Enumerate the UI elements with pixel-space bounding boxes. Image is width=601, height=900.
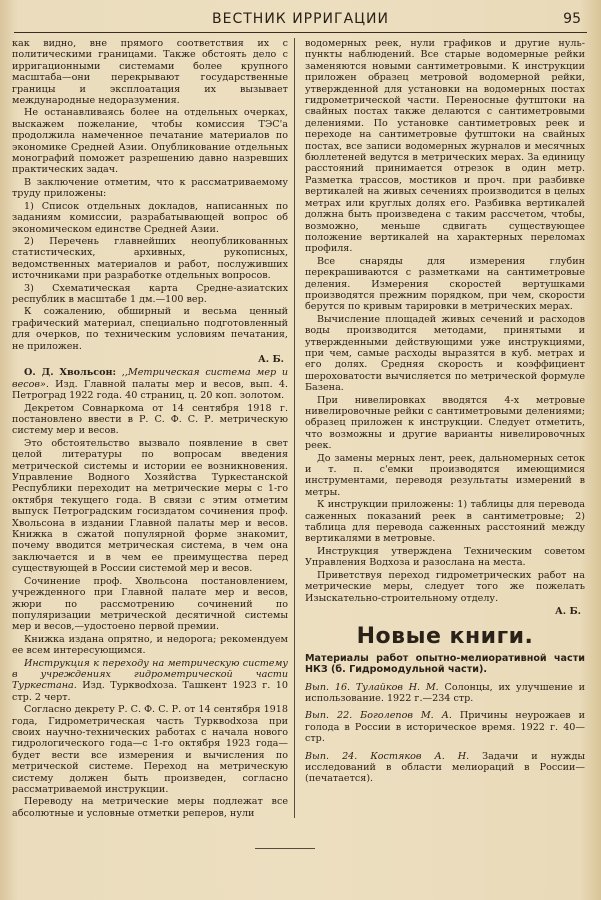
book-issue: Вып. 24. — [305, 750, 358, 762]
paragraph: Приветствуя переход гидрометрических работ на метрические меры, следует того же пожелать Изыскательно-строительному отделу. — [305, 569, 585, 604]
books-section-title: Материалы работ опытно-мелиоративной части НКЗ (б. Гидромодульной части). — [305, 652, 585, 676]
paragraph: 1) Список отдельных докладов, написанных по заданиям комиссии, разрабатывающей вопрос об экономическом единстве Средней Азии. — [12, 200, 288, 235]
instruction-details: Изд. Турквodхоза. Ташкент 1923 г. 10 стр. 2 черт. — [12, 680, 288, 703]
book-author: Костяков А. Н. — [370, 750, 470, 762]
bottom-rule — [255, 848, 315, 849]
review-heading — [12, 367, 288, 401]
paragraph: Переводу на метрические меры подлежат все абсолютные и условные отметки реперов, нули — [12, 796, 288, 819]
journal-title: ВЕСТНИК ИРРИГАЦИИ — [212, 11, 389, 27]
paragraph: Вычисление площадей живых сечений и расходов воды производится методами, принятыми и утвержденными действующими уже инструкциями, при чем, самые расходы выразятся в куб. метрах и его долях. Средняя скорость и коэффициент шероховатости вычисляется по метрической формуле Базена. — [305, 313, 585, 394]
paragraph: Инструкция утверждена Техническим советом Управления Водхоза и разослана на места. — [305, 545, 585, 569]
review-title: ,,Метрическая система мер и весов» — [12, 367, 288, 390]
book-issue: Вып. 22. — [305, 710, 353, 722]
paragraph: Все снаряды для измерения глубин перекрашиваются с разметками на сантиметровые деления. Измерения скоростей вертушками производятся прежним порядком, при чем, скорости берутся по кривым тарировки в метрических мерах. — [305, 255, 585, 313]
paragraph: При нивелировках вводятся 4-х метровые нивелировочные рейки с сантиметровыми делениями; образец приложен к инструкции. Следует отметить, что возможны и другие варианты нивелировочных реек. — [305, 394, 585, 452]
book-entry — [305, 751, 585, 785]
left-column — [12, 38, 288, 820]
book-text: Задачи и нужды исследований в области мелиораций в России—(печатается). — [305, 750, 585, 785]
instruction-title: Инструкция к переходу на метрическую систему в учреждениях гидрометрической части Туркестана. — [12, 657, 288, 692]
page-number: 95 — [563, 11, 581, 27]
review-author: О. Д. Хвольсон: — [24, 367, 117, 379]
signature: А. Б. — [554, 605, 581, 617]
paragraph: В заключение отметим, что к рассматриваемому труду приложены: — [12, 176, 288, 200]
paragraph: Согласно декрету Р. С. Ф. С. Р. от 14 сентября 1918 года, Гидрометрическая часть Турквodхоза при своих научно-технических работах с начала нового гидрологического года—с 1-го октября 1923 года—будет вести все измерения и вычисления по метрической системе. Переход на метрическую систему должен быть произведен, согласно рассматриваемой инструкции. — [12, 704, 288, 795]
paragraph: 2) Перечень главнейших неопубликованных статистических, архивных, рукописных, ведомственных материалов и работ, послуживших источниками при разработке отдельных вопросов. — [12, 235, 288, 282]
review-details: . Изд. Главной палаты мер и весов, вып. 4. Петроград 1922 года. 40 страниц, ц. 20 коп. золотом. — [12, 378, 288, 402]
new-books-heading: Новые книги. — [356, 624, 534, 650]
book-author: Боголепов М. А. — [360, 710, 452, 722]
paragraph: Не останавливаясь более на отдельных очерках, выскажем пожелание, чтобы комиссия ТЭС'а продолжила намеченное печатание материалов по экономике Средней Азии. Опубликование отдельных монографий поможет разрешению давно назревших практических задач. — [12, 107, 288, 176]
paragraph: До замены мерных лент, реек, дальномерных сеток и т. п. с'емки производятся имеющимися инструментами, переводя результаты измерений в метры. — [305, 452, 585, 498]
book-entry — [305, 682, 585, 705]
book-entry — [305, 710, 585, 744]
right-column — [305, 38, 585, 791]
book-text: Солонцы, их улучшение и использование. 1922 г.—234 стр. — [305, 681, 585, 704]
paragraph: Это обстоятельство вызвало появление в свет целой литературы по вопросам введения метрической системы и истории ее возникновения. Управление Водного Хозяйства Туркестанской Республики переходит на метрические меры с 1-го октября текущего года. В связи с этим отметим выпуск Петроградским госиздатом сочинения проф. Хвольсона в издании Главной палаты мер и весов. Книжка в сжатой популярной форме знакомит, почему вводится метрическая система, в чем она заключается и в чем ее преимущества перед существующей в России системой мер и весов. — [12, 437, 288, 575]
paragraph: Книжка издана опрятно, и недорога; рекомендуем ее всем интересующимся. — [12, 633, 288, 657]
paragraph: как видно, вне прямого соответствия их с политическими границами. Также обстоять дело с ирригационными системами более крупного масштаба—они перекрывают государственные границы и эксплоатация их вызывает международные недоразумения. — [12, 38, 288, 107]
book-author: Тулайков Н. М. — [355, 681, 439, 693]
signature: А. Б. — [257, 353, 284, 365]
paragraph: Сочинение проф. Хвольсона постановлением, учрежденного при Главной палате мер и весов, жюри по рассмотрению сочинений по популяризации метрической десятичной системы мер и весов,—удостоено первой премии. — [12, 575, 288, 633]
paragraph: водомерных реек, нули графиков и другие нуль-пункты наблюдений. Все старые водомерные рейки заменяются новыми сантиметровыми. К инструкции приложен образец метровой водомерной рейки, утвержденной для установки на водомерных постах гидрометрической части. Переносные футштоки на свайных постах также делаются с сантиметровыми делениями. По установке сантиметровых реек и переходе на сантиметровые футштоки на свайных постах, все записи водомерных журналов и месячных бюллетеней ведутся в метрических мерах. За единицу расстояний принимается отрезок в один метр. Разметка трассов, мостиков и проч. при разбивке вертикалей на живых сечениях производится в целых метрах или круглых долях его. Разбивка вертикалей должна быть произведена с таким рассчетом, чтобы, возможно, меньше сдвигать существующее положение вертикалей на характерных переломах профиля. — [305, 38, 585, 255]
paragraph: 3) Схематическая карта Средне-азиатских республик в масштабе 1 дм.—100 вер. — [12, 282, 288, 305]
paragraph: Декретом Совнаркома от 14 сентября 1918 г. постановлено ввести в Р. С. Ф. С. Р. метрическую систему мер и весов. — [12, 402, 288, 437]
running-header — [14, 8, 587, 33]
paragraph: К сожалению, обширный и весьма ценный графический материал, специально подготовленный для очерков, по техническим условиям печатания, не приложен. — [12, 306, 288, 352]
book-text: Причины неурожаев и голода в России в историческое время. 1922 г. 40—стр. — [305, 710, 585, 745]
paragraph: К инструкции приложены: 1) таблицы для перевода саженных показаний реек в сантиметровые; 2) таблица для перевода саженных расстояний между вертикалями в метровые. — [305, 499, 585, 545]
book-issue: Вып. 16. — [305, 681, 351, 693]
review-heading — [12, 658, 288, 704]
column-divider — [294, 38, 295, 818]
